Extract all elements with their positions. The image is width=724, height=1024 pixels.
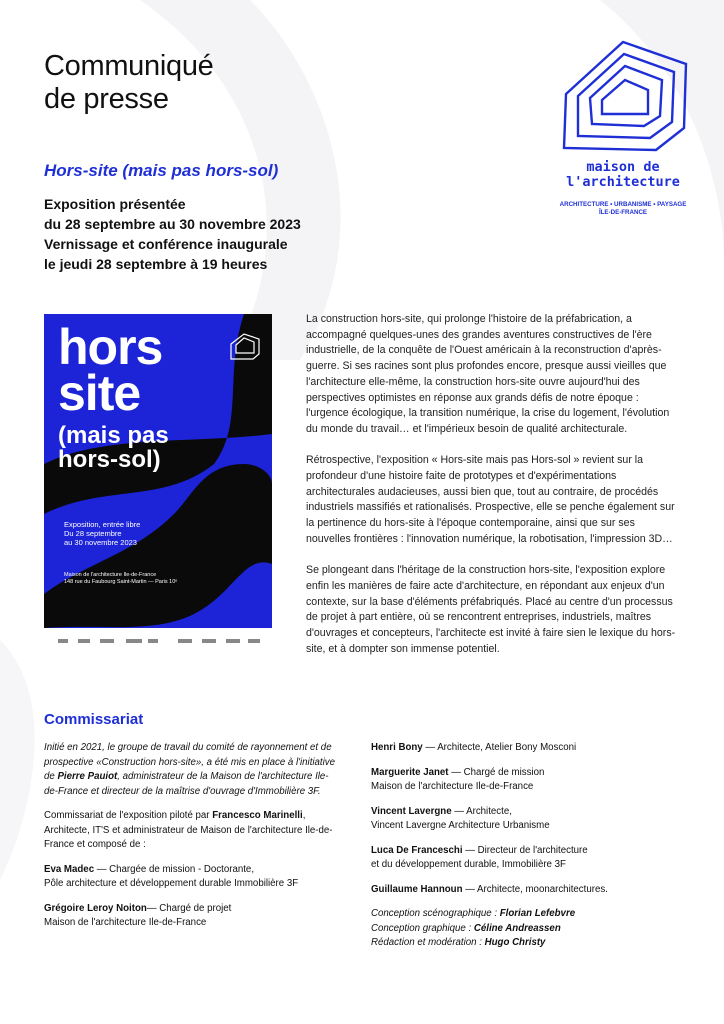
- logo-tagline: [548, 201, 698, 217]
- member-name: Marguerite Janet: [371, 766, 449, 778]
- poster-logo-icon: [228, 332, 262, 362]
- credit-name: Céline Andreassen: [473, 922, 561, 934]
- member-name: Grégoire Leroy Noiton: [44, 902, 147, 914]
- commissariat-intro: [44, 741, 342, 799]
- title-line-1: Communiqué: [44, 50, 214, 82]
- intro-post: , administrateur de la Maison de l'architecture Ile-de-France et directeur de la maîtrise d'ouvrage d'Immobilière 3F.: [44, 771, 329, 797]
- logo-tagline-line-1: ARCHITECTURE • URBANISME • PAYSAGE: [559, 201, 687, 208]
- credit-label: Conception scénographique :: [371, 908, 500, 919]
- member-name: Henri Bony: [371, 742, 423, 753]
- body-paragraph-2: Rétrospective, l'exposition « Hors-site mais pas Hors-sol » revient sur la profondeur d'une histoire faite de prototypes et d'expérimentations architecturales audacieuses, aussi bien que, tout au contraire, de procédés industriels massifiés et rationalisés. Prospective, elle se penche également sur la pertinence du hors-site à l'époque contemporaine, ainsi que sur ses nouvelles frontières : l'innovation numérique, la robotisation, l'impression 3D…: [306, 454, 675, 545]
- credit-label: Rédaction et modération :: [371, 937, 485, 948]
- pilot-name: Francesco Marinelli: [212, 810, 303, 821]
- poster-info-line-2: Du 28 septembre: [64, 529, 122, 538]
- poster-sponsor-strip: [44, 628, 272, 654]
- poster-info: [64, 520, 140, 547]
- poster-address-line-1: Maison de l'architecture Ile-de-France: [64, 572, 157, 578]
- member-entry: [371, 766, 691, 795]
- member-role-line-2: Vincent Lavergne Architecture Urbanisme: [371, 820, 550, 831]
- intro-pre: Initié en 2021, le groupe de travail du comité de rayonnement et de prospective «Construction hors-site», a été mis en place à l'initiative de: [44, 742, 336, 782]
- dates-line-4: le jeudi 28 septembre à 19 heures: [44, 256, 268, 272]
- logo-name-line-1: maison de: [586, 159, 660, 175]
- member-entry: [44, 902, 342, 931]
- poster-word-hors: hors: [58, 319, 163, 375]
- exhibition-dates: [44, 194, 301, 274]
- body-text: [306, 312, 678, 673]
- member-entry: [371, 741, 691, 756]
- poster-info-line-1: Exposition, entrée libre: [64, 520, 141, 529]
- title-line-2: de presse: [44, 83, 169, 115]
- member-name: Luca De Franceschi: [371, 844, 463, 856]
- credit-name: Florian Lefebvre: [499, 908, 576, 919]
- member-entry: [371, 805, 691, 834]
- member-role: — Architecte, moonarchitectures.: [462, 883, 608, 895]
- member-role: — Architecte, Atelier Bony Mosconi: [422, 742, 577, 753]
- credits: [371, 907, 691, 951]
- poster-word-site: site: [58, 365, 141, 421]
- sponsor-logos-icon: [44, 628, 272, 654]
- commissariat-heading: Commissariat: [44, 711, 144, 728]
- pilot-pre: Commissariat de l'exposition piloté par: [44, 810, 213, 821]
- member-role-line-2: Pôle architecture et développement durable Immobilière 3F: [44, 878, 299, 889]
- member-role: — Directeur de l'architecture: [462, 844, 588, 856]
- member-name: Eva Madec: [44, 863, 95, 875]
- poster-address: [64, 572, 177, 586]
- poster-subtitle: [58, 424, 169, 472]
- member-role: — Chargé de mission: [448, 766, 545, 778]
- intro-name: Pierre Pauiot: [57, 771, 118, 782]
- maison-architecture-logo-icon: [548, 28, 698, 228]
- credit-label: Conception graphique :: [371, 922, 474, 934]
- member-entry: [44, 863, 342, 892]
- member-name: Guillaume Hannoun: [371, 883, 463, 895]
- poster-info-line-3: au 30 novembre 2023: [64, 538, 137, 547]
- poster-title: [58, 319, 163, 421]
- logo-tagline-line-2: ÎLE-DE-FRANCE: [598, 209, 648, 216]
- exhibition-poster: [44, 314, 272, 654]
- commissariat-right-column: [371, 741, 691, 951]
- member-role: — Chargé de projet: [146, 902, 232, 914]
- credit-line: [371, 907, 691, 922]
- member-role: — Architecte,: [451, 805, 512, 817]
- body-paragraph-3: Se plongeant dans l'héritage de la construction hors-site, l'exposition explore enfin les manières de faire acte d'architecture, en répondant aux enjeux d'un contexte, sur la base d'éléments préfabriqués. Placé au centre d'un processus de projet à part entière, où se rencontrent entreprises, industriels, maîtres d'ouvrages et concepteurs, l'architecte est invité à faire sien le lexique du hors-site, et à dompter son immense potentiel.: [306, 564, 676, 655]
- logo-name: [548, 160, 698, 190]
- exhibition-subtitle: Hors-site (mais pas hors-sol): [44, 161, 279, 180]
- body-paragraph-1: La construction hors-site, qui prolonge l'histoire de la préfabrication, a accompagné quelques-unes des grandes aventures constructives de l'ère industrielle, de la conquête de l'Ouest américain à la reconstruction d'après-guerre. Si ses racines sont plus profondes encore, presque aussi vieilles que l'architecture elle-même, la construction hors-site ouvre aujourd'hui des perspectives optimistes en réponse aux grands défis de notre époque : l'urgence écologique, la transition numérique, la crise du logement, l'évolution du monde du travail… et l'impérieux besoin de qualité architecturale.: [306, 313, 670, 435]
- credit-line: [371, 922, 691, 937]
- member-role-line-2: Maison de l'architecture Ile-de-France: [44, 917, 207, 928]
- page-title: [44, 50, 213, 116]
- member-role-line-2: et du développement durable, Immobilière 3F: [371, 859, 566, 870]
- credit-name: Hugo Christy: [484, 937, 546, 948]
- dates-line-3: Vernissage et conférence inaugurale: [44, 236, 288, 252]
- dates-line-1: Exposition présentée: [44, 196, 186, 212]
- member-role-line-2: Maison de l'architecture Ile-de-France: [371, 781, 534, 792]
- logo-name-line-2: l'architecture: [566, 174, 680, 190]
- commissariat-pilot: [44, 809, 342, 853]
- member-entry: [371, 844, 691, 873]
- poster-address-line-2: 148 rue du Faubourg Saint-Martin — Paris 10ᵉ: [64, 579, 178, 585]
- poster-line-3: (mais pas: [58, 422, 169, 449]
- pilot-post: , Architecte, IT'S et administrateur de Maison de l'architecture Ile-de-France et composé de :: [44, 810, 333, 850]
- dates-line-2: du 28 septembre au 30 novembre 2023: [44, 216, 301, 232]
- commissariat-left-column: [44, 741, 342, 941]
- member-entry: [371, 883, 691, 898]
- credit-line: [371, 936, 691, 951]
- poster-line-4: hors-sol): [58, 446, 161, 473]
- member-name: Vincent Lavergne: [371, 805, 452, 817]
- member-role: — Chargée de mission - Doctorante,: [94, 863, 255, 875]
